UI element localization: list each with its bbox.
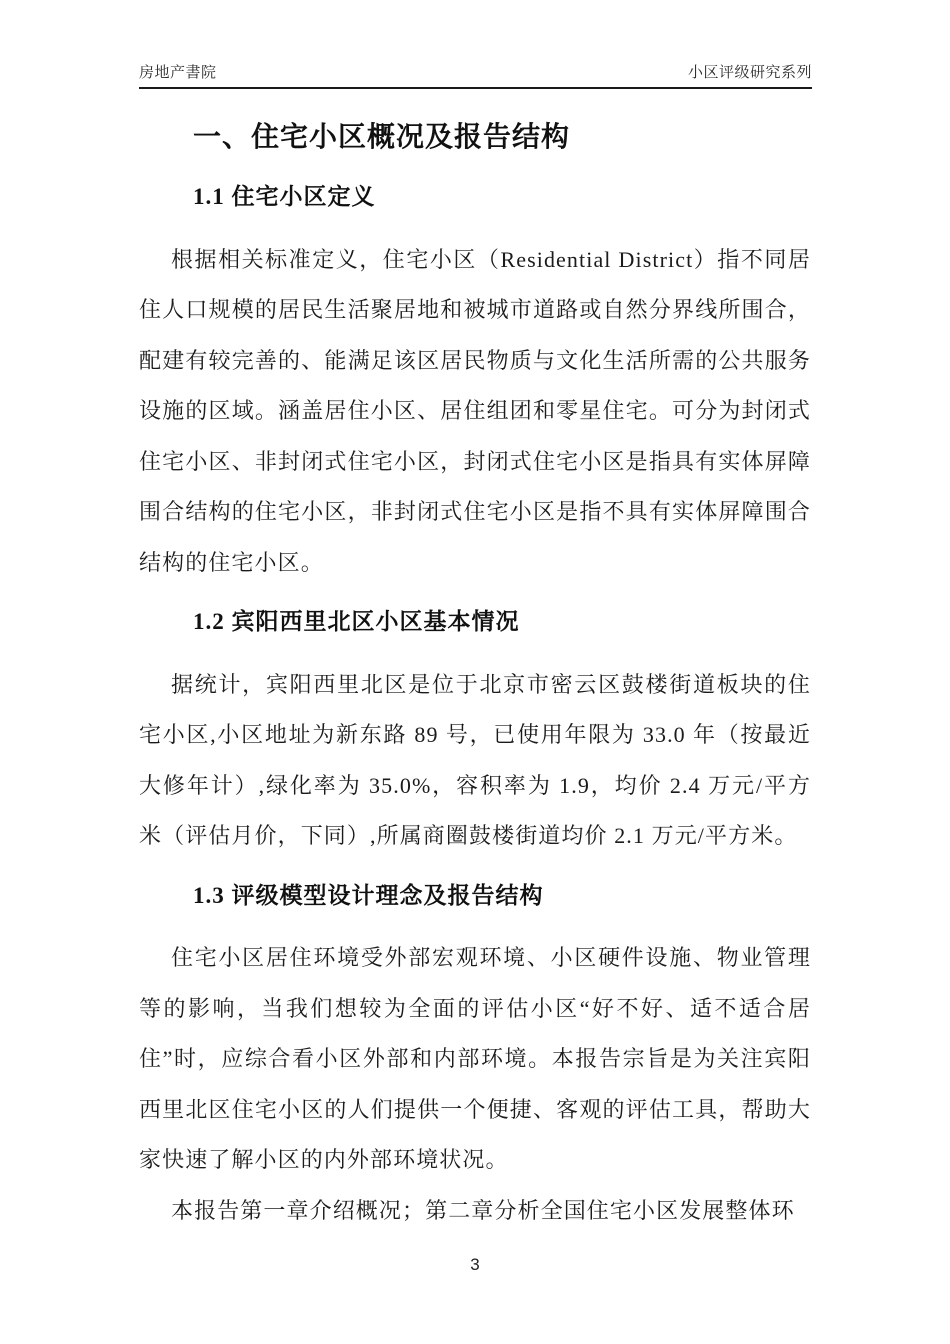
section-heading-1-3: 1.3 评级模型设计理念及报告结构 xyxy=(193,882,544,908)
body-paragraph: 根据相关标准定义，住宅小区（Residential District）指不同居住人口规模的居民生活聚居地和被城市道路或自然分界线所围合，配建有较完善的、能满足该区居民物质与文化生活所需的公共服务设施的区域。涵盖居住小区、居住组团和零星住宅。可分为封闭式住宅小区、非封闭式住宅小区，封闭式住宅小区是指具有实体屏障围合结构的住宅小区，非封闭式住宅小区是指不具有实体屏障围合结构的住宅小区。 xyxy=(139,246,811,575)
page-footer xyxy=(0,1255,950,1275)
page-header xyxy=(139,63,812,89)
body-paragraph: 住宅小区居住环境受外部宏观环境、小区硬件设施、物业管理等的影响，当我们想较为全面的评估小区“好不好、适不适合居住”时，应综合看小区外部和内部环境。本报告宗旨是为关注宾阳西里北区住宅小区的人们提供一个便捷、客观的评估工具，帮助大家快速了解小区的内外部环境状况。 xyxy=(139,945,811,1172)
header-left-text: 房地产書院 xyxy=(139,64,217,81)
header-right-text: 小区评级研究系列 xyxy=(687,64,812,81)
section-heading-1-2: 1.2 宾阳西里北区小区基本情况 xyxy=(193,609,520,634)
section-heading-1-1: 1.1 住宅小区定义 xyxy=(193,184,376,209)
page-number: 3 xyxy=(470,1255,480,1274)
document-body xyxy=(139,104,811,1236)
body-paragraph: 本报告第一章介绍概况；第二章分析全国住宅小区发展整体环 xyxy=(171,1197,795,1223)
chapter-title: 一、住宅小区概况及报告结构 xyxy=(193,122,571,153)
body-paragraph: 据统计，宾阳西里北区是位于北京市密云区鼓楼街道板块的住宅小区,小区地址为新东路 89 号，已使用年限为 33.0 年（按最近大修年计）,绿化率为 35.0%，容积率为 1.9，均价 2.4 万元/平方米（评估月价，下同）,所属商圈鼓楼街道均价 2.1 万元/平方米。 xyxy=(139,671,811,848)
